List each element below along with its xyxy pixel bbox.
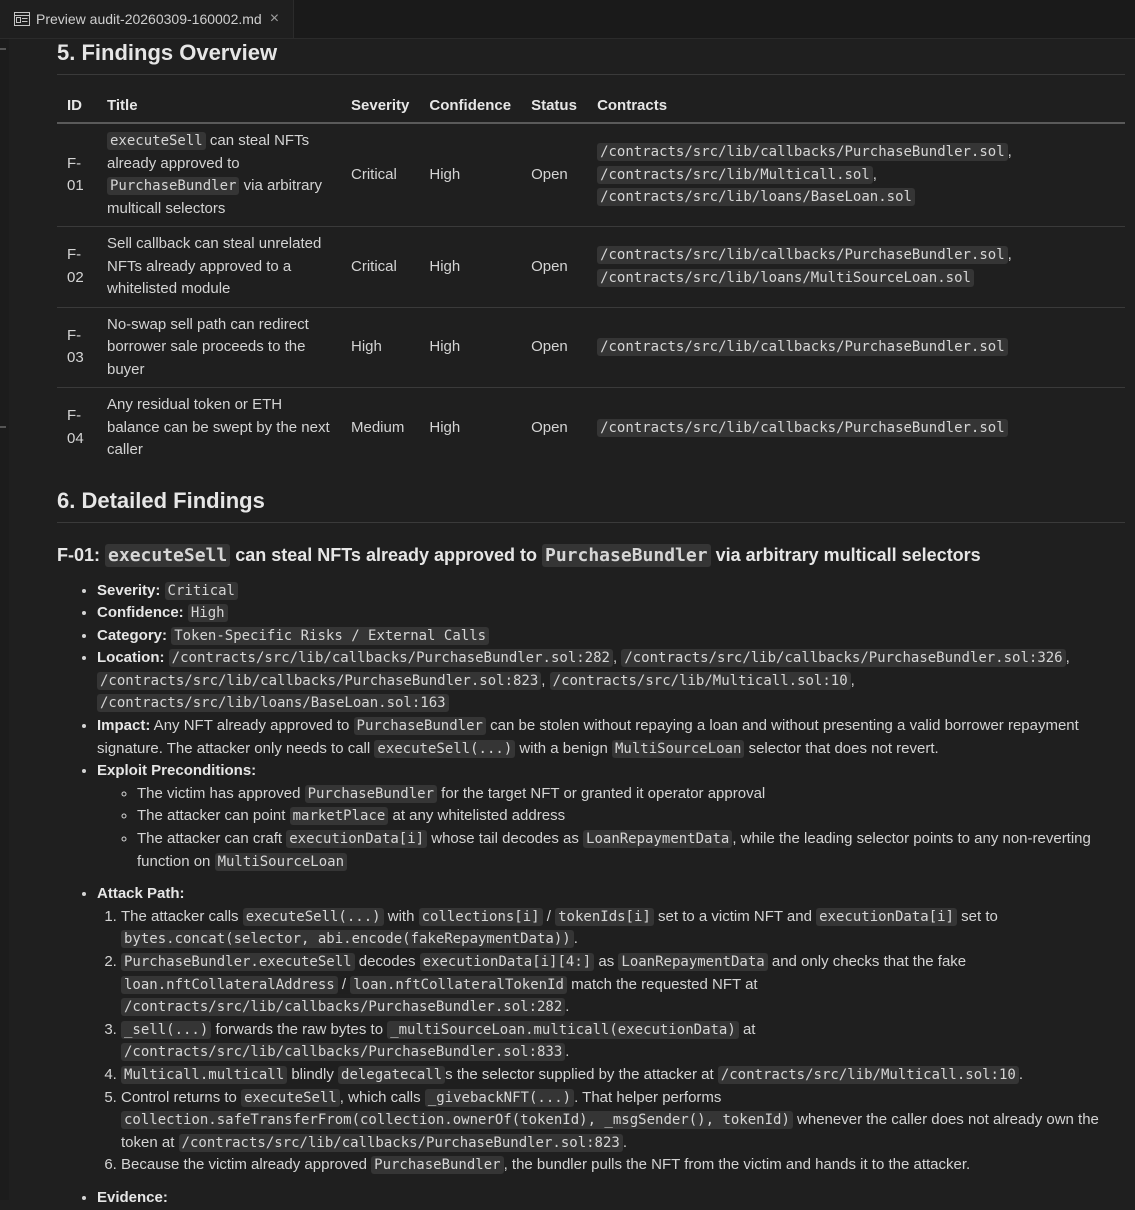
finding-body-f01 (57, 580, 1125, 1210)
finding-confidence: High (429, 418, 461, 436)
finding-confidence: High (419, 123, 521, 227)
table-row (57, 307, 1125, 388)
findings-table (57, 85, 1125, 468)
column-header: Severity (341, 85, 419, 123)
section-heading-detailed-findings: 6. Detailed Findings (57, 488, 1125, 523)
tab-title: Preview audit-20260309-160002.md (36, 11, 262, 27)
attack-step: 4. Multicall.multicall blindly delegatecall s the selector supplied by the attacker at /contracts/src/lib/Multicall.sol:10 . (121, 1064, 1125, 1087)
finding-severity: Critical (341, 227, 419, 308)
list-item-evidence: • Evidence: (97, 1187, 1125, 1210)
finding-id: F-04 (67, 407, 84, 447)
table-row (57, 388, 1125, 468)
column-header: ID (57, 85, 97, 123)
finding-contracts: /contracts/src/lib/callbacks/PurchaseBundler.sol , /contracts/src/lib/loans/MultiSourceLoan.sol (587, 227, 1125, 308)
column-header: Status (521, 85, 587, 123)
evidence-list (57, 1187, 1125, 1210)
list-item-attack-path: • Attack Path: (97, 883, 1125, 906)
finding-status: Open (521, 307, 587, 388)
attack-step: 5. Control returns to executeSell , which calls _givebackNFT(...) . That helper performs collection.safeTransferFrom(collection.ownerOf(tokenId), _msgSender(), tokenId) whenever the caller does not already own the token at /contracts/src/lib/callbacks/PurchaseBundler.sol:823 . (121, 1087, 1125, 1155)
finding-severity: Critical (341, 123, 419, 227)
table-row (57, 123, 1125, 227)
list-item: ◦ The attacker can craft executionData[i] whose tail decodes as LoanRepaymentData , while the leading selector points to any non-reverting function on MultiSourceLoan (137, 828, 1125, 873)
attack-step: 3. _sell(...) forwards the raw bytes to _multiSourceLoan.multicall(executionData) at /contracts/src/lib/callbacks/PurchaseBundler.sol:833 . (121, 1019, 1125, 1064)
tab-preview[interactable] (0, 0, 294, 38)
section-heading-findings-overview: 5. Findings Overview (57, 40, 1125, 75)
finding-title: No-swap sell path can redirect borrower sale proceeds to the buyer (97, 307, 341, 388)
finding-status: Open (521, 123, 587, 227)
finding-title: Any residual token or ETH balance can be swept by the next caller (107, 396, 330, 458)
finding-id: F-03 (57, 307, 97, 388)
list-item-severity: • Severity: Critical (97, 580, 1125, 603)
attack-steps-list (57, 906, 1125, 1177)
finding-title: Sell callback can steal unrelated NFTs already approved to a whitelisted module (97, 227, 341, 308)
list-item-preconditions: • Exploit Preconditions: ◦ The victim has approved PurchaseBundler for the target NFT or granted it operator approval ◦ The attacker can point marketPlace at any whitelisted address ◦ The attacker can craft executionData[i] whose tail decodes as LoanRepaymentData , while the leading selector points to any non-reverting function on MultiSourceLoan (97, 760, 1125, 883)
markdown-preview (57, 40, 1125, 1210)
table-row (57, 227, 1125, 308)
finding-title: executeSell can steal NFTs already approved to PurchaseBundler via arbitrary multicall selectors (97, 123, 341, 227)
list-item: ◦ The attacker can point marketPlace at any whitelisted address (137, 805, 1125, 828)
finding-details-list (57, 580, 1125, 906)
finding-heading-f01: F-01: executeSell can steal NFTs already approved to PurchaseBundler via arbitrary multicall selectors (57, 544, 981, 566)
list-item-category: • Category: Token-Specific Risks / External Calls (97, 625, 1125, 648)
gutter-mark (0, 426, 6, 428)
left-gutter (0, 39, 9, 1200)
list-item: ◦ The victim has approved PurchaseBundler for the target NFT or granted it operator approval (137, 783, 1125, 806)
preview-icon (14, 12, 30, 26)
finding-status: Open (531, 418, 568, 436)
finding-severity: Medium (351, 418, 405, 436)
list-item-confidence: • Confidence: High (97, 602, 1125, 625)
attack-step: 1. The attacker calls executeSell(...) with collections[i] / tokenIds[i] set to a victim NFT and executionData[i] set to bytes.concat(selector, abi.encode(fakeRepaymentData)) . (121, 906, 1125, 951)
finding-confidence: High (419, 307, 521, 388)
list-item-impact: • Impact: Any NFT already approved to PurchaseBundler can be stolen without repaying a loan and without presenting a valid borrower repayment signature. The attacker only needs to call executeSell(...) with a benign MultiSourceLoan selector that does not revert. (97, 715, 1125, 760)
gutter-mark (0, 48, 6, 50)
finding-id: F-01 (57, 123, 97, 227)
column-header: Confidence (419, 85, 521, 123)
finding-contracts: /contracts/src/lib/callbacks/PurchaseBundler.sol (587, 307, 1125, 388)
preconditions-list (97, 783, 1125, 873)
finding-contracts: /contracts/src/lib/callbacks/PurchaseBundler.sol , /contracts/src/lib/Multicall.sol , /contracts/src/lib/loans/BaseLoan.sol (587, 123, 1125, 227)
finding-confidence: High (419, 227, 521, 308)
attack-step: 6. Because the victim already approved PurchaseBundler , the bundler pulls the NFT from the victim and hands it to the attacker. (121, 1154, 1125, 1177)
finding-contracts: /contracts/src/lib/callbacks/PurchaseBundler.sol (587, 388, 1125, 468)
tab-bar (0, 0, 1135, 39)
column-header: Title (97, 85, 341, 123)
attack-step: 2. PurchaseBundler.executeSell decodes executionData[i][4:] as LoanRepaymentData and only checks that the fake loan.nftCollateralAddress / loan.nftCollateralTokenId match the requested NFT at /contracts/src/lib/callbacks/PurchaseBundler.sol:282 . (121, 951, 1125, 1019)
close-icon[interactable]: × (269, 10, 280, 27)
finding-severity: High (341, 307, 419, 388)
table-header-row (57, 85, 1125, 123)
column-header: Contracts (587, 85, 1125, 123)
list-item-location: • Location: /contracts/src/lib/callbacks/PurchaseBundler.sol:282 , /contracts/src/lib/callbacks/PurchaseBundler.sol:326 , /contracts/src/lib/callbacks/PurchaseBundler.sol:823 , /contracts/src/lib/Multicall.sol:10 , /contracts/src/lib/loans/BaseLoan.sol:163 (97, 647, 1125, 715)
finding-id: F-02 (57, 227, 97, 308)
finding-status: Open (521, 227, 587, 308)
